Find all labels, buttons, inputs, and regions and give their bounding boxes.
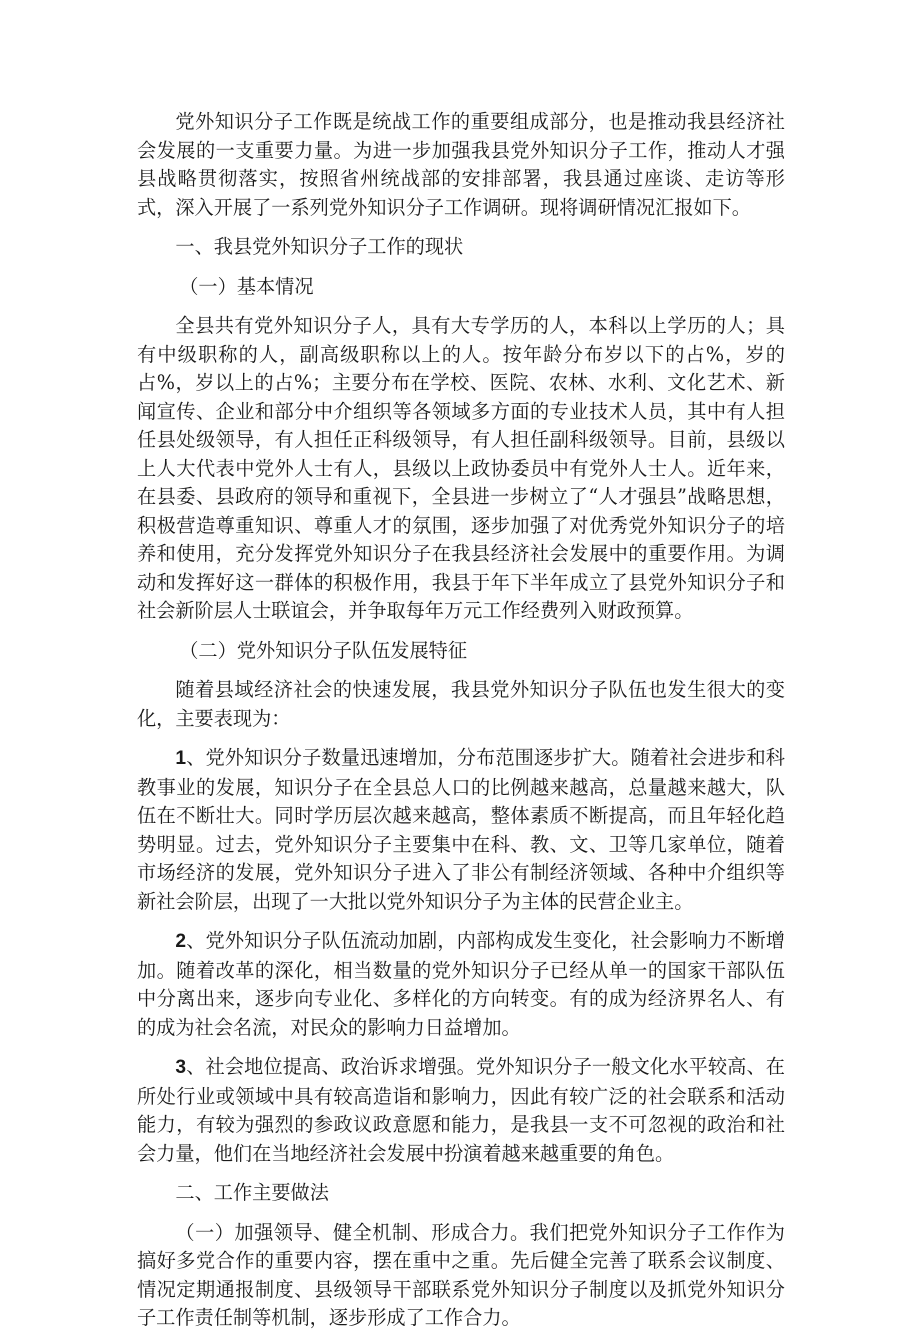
feature-item-3 — [137, 1053, 785, 1168]
features-intro-paragraph: 随着县域经济社会的快速发展，我县党外知识分子队伍也发生很大的变化，主要表现为： — [137, 678, 785, 730]
section-1-sub-2-heading: （二）党外知识分子队伍发展特征 — [179, 638, 468, 662]
feature-item-1-text: 、党外知识分子数量迅速增加，分布范围逐步扩大。随着社会进步和科教事业的发展，知识分子在全县总人口的比例越来越高，总量越来越大，队伍在不断壮大。同时学历层次越来越高，整体素质不断提高，而且年轻化趋势明显。过去，党外知识分子主要集中在科、教、文、卫等几家单位，随着市场经济的发展，党外知识分子进入了非公有制经济领域、各种中介组织等新社会阶层，出现了一大批以党外知识分子为主体的民营企业主。 — [137, 746, 785, 913]
work-method-1-paragraph: （一）加强领导、健全机制、形成合力。我们把党外知识分子工作作为搞好多党合作的重要内容，摆在重中之重。先后健全完善了联系会议制度、情况定期通报制度、县级领导干部联系党外知识分子制度以及抓党外知识分子工作责任制等机制，逐步形成了工作合力。 — [137, 1220, 785, 1329]
basic-situation-paragraph: 全县共有党外知识分子人，具有大专学历的人，本科以上学历的人；具有中级职称的人，副高级职称以上的人。按年龄分布岁以下的占%，岁的占%，岁以上的占%；主要分布在学校、医院、农林、水利、文化艺术、新闻宣传、企业和部分中介组织等各领域多方面的专业技术人员，其中有人担任县处级领导，有人担任正科级领导，有人担任副科级领导。目前，县级以上人大代表中党外人士有人，县级以上政协委员中有党外人士人。近年来，在县委、县政府的领导和重视下，全县进一步树立了“人才强县”战略思想，积极营造尊重知识、尊重人才的氛围，逐步加强了对优秀党外知识分子的培养和使用，充分发挥党外知识分子在我县经济社会发展中的重要作用。为调动和发挥好这一群体的积极作用，我县于年下半年成立了县党外知识分子和社会新阶层人士联谊会，并争取每年万元工作经费列入财政预算。 — [137, 314, 785, 622]
feature-item-2 — [137, 927, 785, 1042]
feature-item-2-text: 、党外知识分子队伍流动加剧，内部构成发生变化，社会影响力不断增加。随着改革的深化，相当数量的党外知识分子已经从单一的国家干部队伍中分离出来，逐步向专业化、多样化的方向转变。有的成为经济界名人、有的成为社会名流，对民众的影响力日益增加。 — [137, 929, 785, 1039]
section-1-heading: 一、我县党外知识分子工作的现状 — [175, 235, 464, 258]
feature-item-3-number: 3 — [175, 1057, 187, 1078]
section-1-sub-1-heading: （一）基本情况 — [179, 274, 314, 298]
feature-item-1 — [137, 744, 785, 916]
feature-item-2-number: 2 — [175, 931, 187, 952]
intro-paragraph: 党外知识分子工作既是统战工作的重要组成部分，也是推动我县经济社会发展的一支重要力量。为进一步加强我县党外知识分子工作，推动人才强县战略贯彻落实，按照省州统战部的安排部署，我县通过座谈、走访等形式，深入开展了一系列党外知识分子工作调研。现将调研情况汇报如下。 — [137, 110, 785, 219]
feature-item-3-text: 、社会地位提高、政治诉求增强。党外知识分子一般文化水平较高、在所处行业或领域中具有较高造诣和影响力，因此有较广泛的社会联系和活动能力，有较为强烈的参政议政意愿和能力，是我县一支不可忽视的政治和社会力量，他们在当地经济社会发展中扮演着越来越重要的角色。 — [137, 1055, 785, 1165]
section-2-heading: 二、工作主要做法 — [175, 1181, 329, 1204]
document-body — [137, 108, 785, 1344]
feature-item-1-number: 1 — [175, 748, 187, 769]
